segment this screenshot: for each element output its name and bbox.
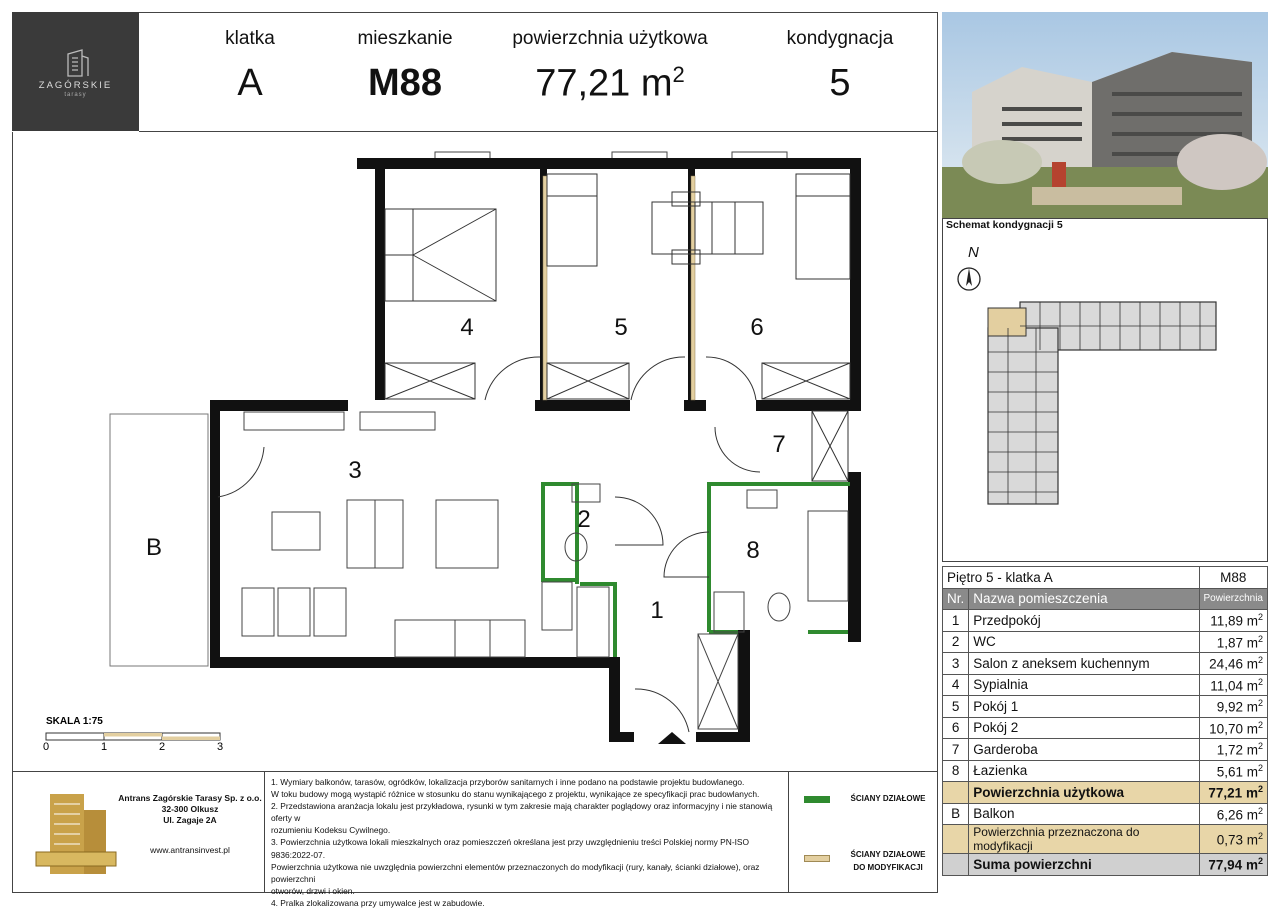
room-2-label: 2 — [577, 506, 591, 533]
table-row — [943, 674, 1268, 696]
scale-label: SKALA 1:75 — [46, 716, 103, 727]
row-nr: 1 — [943, 610, 969, 632]
row-name: Sypialnia — [969, 674, 1199, 696]
mod-area-val: 0,73 — [1216, 832, 1243, 848]
floor-plan — [12, 132, 938, 772]
footer-divider — [788, 772, 789, 893]
room-4-label: 4 — [460, 314, 474, 341]
note-line: 1. Wymiary balkonów, tarasów, ogródków, lokalizacja przyborów sanitarnych i inne podano na podstawie projektu budowlanego. — [271, 777, 745, 787]
row-exp: 2 — [1257, 741, 1263, 751]
pow-value — [510, 62, 710, 106]
scale-tick-3: 3 — [216, 741, 224, 753]
table-row — [943, 696, 1268, 718]
col-area: Powierzchnia — [1199, 588, 1267, 610]
row-exp: 2 — [1257, 676, 1263, 687]
row-area-val: 1,87 — [1216, 635, 1243, 650]
row-unit: m — [1246, 613, 1258, 629]
room-3-label: 3 — [348, 457, 362, 484]
room-6-label: 6 — [750, 314, 764, 341]
building-logo-icon — [12, 12, 139, 131]
row-area — [1199, 717, 1267, 739]
room-1-label: 1 — [650, 597, 664, 624]
pu-unit: m — [1245, 785, 1258, 801]
balkon-area — [1199, 803, 1267, 825]
row-area-val: 9,92 — [1216, 699, 1243, 715]
pow-exp: 2 — [672, 62, 685, 87]
row-exp: 2 — [1257, 719, 1263, 730]
row-name: Pokój 1 — [969, 696, 1199, 718]
col-nr: Nr. — [943, 588, 969, 610]
legend-mod-line1: ŚCIANY DZIAŁOWE — [850, 850, 926, 859]
room-5-label: 5 — [614, 314, 628, 341]
table-title: Piętro 5 - klatka A — [943, 567, 1200, 589]
row-area-val: 11,04 — [1210, 678, 1243, 693]
row-name: Pokój 2 — [969, 717, 1199, 739]
balkon-area-val: 6,26 — [1216, 807, 1243, 822]
mod-unit: m — [1246, 832, 1258, 848]
floor-schema — [980, 292, 1220, 512]
pow-label: powierzchnia użytkowa — [512, 28, 708, 49]
mieszkanie-value: M88 — [368, 62, 442, 104]
table-row — [943, 653, 1268, 675]
pow-value-text: 77,21 m — [535, 62, 673, 105]
schema-title: Schemat kondygnacji 5 — [946, 219, 1063, 231]
row-unit: m — [1246, 699, 1258, 715]
row-area-val: 11,89 — [1210, 613, 1243, 629]
note-line: Powierzchnia użytkowa nie uwzględnia powierzchni elementów przeznaczonych do modyfikacji (rury, kanały, ścianki działowe), oraz powierzchni — [271, 861, 760, 884]
sum-area — [1199, 854, 1267, 876]
note-line: 3. Powierzchnia użytkowa lokali mieszkalnych oraz pomieszczeń określana jest przy uwzględnieniu treści Polskiej normy PN-ISO 9836:2022-07. — [271, 837, 750, 860]
row-nr: 6 — [943, 717, 969, 739]
logo-brand-text: ZAGÓRSKIE — [38, 80, 113, 91]
klatka-value: A — [237, 62, 263, 104]
row-area — [1199, 653, 1267, 675]
row-name: Łazienka — [969, 760, 1199, 782]
company-zip: 32-300 Olkusz — [161, 804, 219, 814]
kond-label: kondygnacja — [786, 28, 894, 49]
sum-exp: 2 — [1257, 856, 1263, 866]
brand-logo — [12, 12, 139, 131]
table-row — [943, 717, 1268, 739]
room-table — [942, 566, 1268, 876]
row-area — [1199, 760, 1267, 782]
antrans-logo-icon — [30, 780, 120, 880]
row-unit: m — [1246, 656, 1258, 672]
table-row — [943, 760, 1268, 782]
row-unit: m — [1246, 635, 1258, 650]
row-area — [1199, 631, 1267, 653]
row-area-val: 1,72 — [1216, 742, 1243, 758]
mieszkanie-label: mieszkanie — [357, 28, 453, 49]
row-nr: 2 — [943, 631, 969, 653]
company-name: Antrans Zagórskie Tarasy Sp. z o.o. — [118, 793, 262, 803]
row-area — [1199, 674, 1267, 696]
legend-mod-label — [838, 848, 938, 874]
row-exp: 2 — [1257, 655, 1263, 665]
note-line: rozumieniu Kodeksu Cywilnego. — [271, 825, 391, 836]
note-line: otworów, drzwi i okien. — [271, 885, 355, 896]
row-name: WC — [969, 631, 1199, 653]
mod-area — [1199, 825, 1267, 854]
table-unit: M88 — [1199, 567, 1267, 589]
sum-label: Suma powierzchni — [969, 854, 1199, 876]
compass-icon — [956, 266, 982, 292]
mod-label: Powierzchnia przeznaczona do modyfikacji — [969, 825, 1199, 854]
row-name: Salon z aneksem kuchennym — [969, 653, 1199, 675]
balkon-unit: m — [1246, 807, 1258, 822]
legend-partition-swatch — [804, 796, 830, 803]
north-label: N — [968, 244, 979, 261]
note-line: 4. Pralka zlokalizowana przy umywalce jest w zabudowie. — [271, 897, 485, 908]
legend-mod-line2: DO MODYFIKACJI — [853, 863, 923, 872]
sum-unit: m — [1245, 857, 1258, 873]
pu-area — [1199, 782, 1267, 804]
row-exp: 2 — [1257, 698, 1263, 708]
row-area — [1199, 696, 1267, 718]
klatka-label: klatka — [225, 28, 275, 49]
room-8-label: 8 — [746, 537, 760, 564]
row-area-val: 5,61 — [1216, 764, 1243, 779]
pu-exp: 2 — [1257, 784, 1263, 794]
entrance-arrow-icon — [658, 732, 686, 744]
scale-tick-2: 2 — [158, 741, 166, 753]
balkon-nr: B — [943, 803, 969, 825]
row-area — [1199, 739, 1267, 761]
balkon-exp: 2 — [1257, 805, 1263, 816]
row-area — [1199, 610, 1267, 632]
sum-area-val: 77,94 — [1208, 857, 1243, 873]
scale-tick-1: 1 — [100, 741, 108, 753]
scale-tick-0: 0 — [42, 741, 50, 753]
notes-block — [271, 776, 786, 909]
row-exp: 2 — [1257, 762, 1263, 773]
row-unit: m — [1246, 764, 1258, 779]
building-photo — [942, 12, 1268, 218]
row-unit: m — [1246, 721, 1258, 736]
table-row — [943, 631, 1268, 653]
row-name: Przedpokój — [969, 610, 1199, 632]
pu-area-val: 77,21 — [1208, 785, 1243, 801]
row-nr: 8 — [943, 760, 969, 782]
company-web: www.antransinvest.pl — [150, 845, 230, 855]
note-line: 2. Przedstawiona aranżacja lokalu jest przykładowa, rysunki w tym zakresie mają charakter poglądowy oraz informacyjny i nie stanowią oferty w — [271, 801, 773, 824]
row-unit: m — [1246, 742, 1258, 758]
row-exp: 2 — [1257, 612, 1263, 622]
mod-exp: 2 — [1257, 830, 1263, 841]
table-row — [943, 739, 1268, 761]
col-name: Nazwa pomieszczenia — [969, 588, 1199, 610]
row-area-val: 10,70 — [1209, 721, 1243, 736]
table-row — [943, 610, 1268, 632]
kond-value: 5 — [829, 62, 851, 104]
row-name: Garderoba — [969, 739, 1199, 761]
row-nr: 3 — [943, 653, 969, 675]
company-street: Ul. Zagaje 2A — [163, 815, 217, 825]
pu-label: Powierzchnia użytkowa — [969, 782, 1199, 804]
logo-sub-text: tarasy — [64, 92, 87, 98]
legend-partition-label: ŚCIANY DZIAŁOWE — [850, 794, 926, 803]
row-nr: 5 — [943, 696, 969, 718]
room-7-label: 7 — [772, 431, 786, 458]
row-exp: 2 — [1257, 633, 1263, 644]
legend-mod-swatch — [804, 855, 830, 862]
row-nr: 4 — [943, 674, 969, 696]
row-nr: 7 — [943, 739, 969, 761]
note-line: W toku budowy mogą wystąpić różnice w stosunku do stanu wynikającego z projektu, wynikające ze specyfikacji prac budowlanych. — [271, 789, 760, 800]
room-b-label: B — [145, 534, 163, 561]
row-area-val: 24,46 — [1209, 656, 1243, 672]
company-block — [115, 793, 265, 856]
row-unit: m — [1246, 678, 1258, 693]
balkon-label: Balkon — [969, 803, 1199, 825]
